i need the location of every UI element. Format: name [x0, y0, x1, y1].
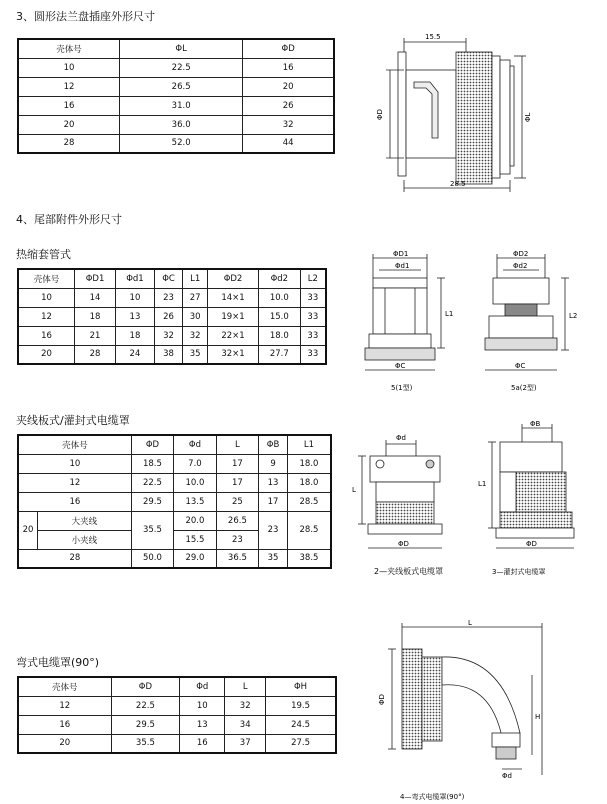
- cell: 18: [116, 326, 155, 345]
- cell: 29.5: [131, 492, 173, 511]
- dim-d-label: ΦD: [376, 109, 384, 120]
- cell: 12: [18, 473, 131, 492]
- cell: 20: [18, 734, 111, 753]
- dim-top-label: 15.5: [425, 33, 441, 41]
- cell: 32: [225, 696, 266, 715]
- cell: 18.0: [287, 454, 331, 473]
- table-row: [18, 734, 336, 753]
- cell: 13: [180, 715, 225, 734]
- label-d: Φd: [396, 434, 406, 442]
- label-d: ΦD: [378, 694, 386, 705]
- header-cell: ΦB: [259, 435, 288, 454]
- cell: 19×1: [208, 307, 259, 326]
- header-cell: ΦD: [131, 435, 173, 454]
- cell: 20: [243, 77, 334, 96]
- table-row: [18, 696, 336, 715]
- cell: 32: [154, 326, 183, 345]
- cell: 26: [243, 96, 334, 115]
- header-cell: ΦD2: [208, 269, 259, 288]
- caption-type2: 5a(2型): [511, 384, 537, 392]
- cell: 10: [18, 454, 131, 473]
- header-cell: ΦL: [120, 39, 243, 58]
- header-cell: L1: [183, 269, 208, 288]
- potting-drawing: [470, 418, 590, 582]
- cell: 33: [300, 345, 326, 364]
- cell: 32: [243, 115, 334, 134]
- table-header-row: [18, 677, 336, 696]
- cell: 16: [180, 734, 225, 753]
- caption-potting: 3—灌封式电缆罩: [492, 568, 546, 576]
- cell: 21: [75, 326, 116, 345]
- flange-socket-table: [17, 38, 335, 154]
- header-cell: ΦD: [243, 39, 334, 58]
- cell: 20: [18, 115, 120, 134]
- cell: 37: [225, 734, 266, 753]
- label-d2-lower: Φd2: [513, 262, 528, 270]
- cell: 10: [180, 696, 225, 715]
- cell: 13: [259, 473, 288, 492]
- label-big-d: ΦD: [526, 540, 537, 548]
- label-l1: L1: [445, 310, 454, 318]
- cell: 28: [18, 134, 120, 153]
- cell: 36.5: [216, 549, 258, 568]
- cell: 24: [116, 345, 155, 364]
- label-c: ΦC: [515, 362, 526, 370]
- table-row: [18, 77, 334, 96]
- header-cell: Φd1: [116, 269, 155, 288]
- cell: 33: [300, 288, 326, 307]
- heat-shrink-type1-drawing: [355, 248, 463, 398]
- label-l: L: [352, 486, 356, 494]
- cell: 27.7: [258, 345, 300, 364]
- cell: 20: [18, 345, 75, 364]
- cell: 29.0: [174, 549, 216, 568]
- label-d1-lower: Φd1: [395, 262, 410, 270]
- cell: 22.5: [111, 696, 180, 715]
- cell: 23: [154, 288, 183, 307]
- section3-title: 3、圆形法兰盘插座外形尺寸: [16, 10, 155, 23]
- table-row: [18, 715, 336, 734]
- cell: 16: [243, 58, 334, 77]
- cell: 13.5: [174, 492, 216, 511]
- dim-bottom-label: 28.5: [450, 180, 466, 188]
- cell: 29.5: [111, 715, 180, 734]
- cell: 33: [300, 326, 326, 345]
- cell: 16: [18, 96, 120, 115]
- cell: 28: [75, 345, 116, 364]
- cell: 20.0: [174, 511, 216, 530]
- cell: 18.0: [287, 473, 331, 492]
- cell: 10: [18, 288, 75, 307]
- table-header-row: [18, 269, 326, 288]
- cell: 大夹线: [38, 511, 132, 530]
- cell: 16: [18, 492, 131, 511]
- cell: 28.5: [287, 511, 331, 549]
- cell: 17: [259, 492, 288, 511]
- header-cell: 壳体号: [18, 269, 75, 288]
- cell: 12: [18, 696, 111, 715]
- cell: 12: [18, 77, 120, 96]
- label-big-d: ΦD: [398, 540, 409, 548]
- cell: 38: [154, 345, 183, 364]
- cell: 31.0: [120, 96, 243, 115]
- cell: 35.5: [131, 511, 173, 549]
- label-d1-upper: ΦD1: [393, 250, 409, 258]
- table-row: [18, 492, 331, 511]
- table-header-row: [18, 435, 331, 454]
- label-l: L: [468, 619, 472, 627]
- cell: 26: [154, 307, 183, 326]
- header-cell: L: [216, 435, 258, 454]
- cell: 7.0: [174, 454, 216, 473]
- cell: 27.5: [266, 734, 336, 753]
- cell: 28: [18, 549, 131, 568]
- header-cell: 壳体号: [18, 435, 131, 454]
- cell: 15.0: [258, 307, 300, 326]
- cell: 27: [183, 288, 208, 307]
- cell: 30: [183, 307, 208, 326]
- header-cell: Φd: [174, 435, 216, 454]
- label-l1: L1: [478, 480, 487, 488]
- label-b: ΦB: [530, 420, 541, 428]
- cell: 35: [183, 345, 208, 364]
- table-row: [18, 307, 326, 326]
- cell: 10: [116, 288, 155, 307]
- table-row: [18, 58, 334, 77]
- cell: 22.5: [120, 58, 243, 77]
- cell: 18.5: [131, 454, 173, 473]
- cell: 10.0: [174, 473, 216, 492]
- header-cell: ΦD1: [75, 269, 116, 288]
- cell: 28.5: [287, 492, 331, 511]
- cell: 38.5: [287, 549, 331, 568]
- header-cell: Φd2: [258, 269, 300, 288]
- table-row: [18, 345, 326, 364]
- cell: 50.0: [131, 549, 173, 568]
- elbow-drawing: [372, 615, 562, 803]
- table-row: [18, 134, 334, 153]
- cell: 32×1: [208, 345, 259, 364]
- cell: 9: [259, 454, 288, 473]
- elbow-table: [17, 676, 337, 754]
- table-row: [18, 96, 334, 115]
- clamp-table: [17, 434, 332, 569]
- cell: 26.5: [216, 511, 258, 530]
- cell: 17: [216, 473, 258, 492]
- label-h: H: [535, 713, 541, 721]
- cell: 19.5: [266, 696, 336, 715]
- cell: 10.0: [258, 288, 300, 307]
- cell: 35: [259, 549, 288, 568]
- cell: 25: [216, 492, 258, 511]
- cell: 17: [216, 454, 258, 473]
- heat-shrink-table: [17, 268, 327, 365]
- cell: 14×1: [208, 288, 259, 307]
- cell: 33: [300, 307, 326, 326]
- clamp-title: 夹线板式/灌封式电缆罩: [16, 414, 130, 427]
- cell: 23: [216, 530, 258, 549]
- header-cell: ΦD: [111, 677, 180, 696]
- cell: 16: [18, 715, 111, 734]
- header-cell: L1: [287, 435, 331, 454]
- cell: 10: [18, 58, 120, 77]
- header-cell: L: [225, 677, 266, 696]
- cell: 26.5: [120, 77, 243, 96]
- label-c: ΦC: [395, 362, 406, 370]
- cell: 13: [116, 307, 155, 326]
- header-cell: 壳体号: [18, 39, 120, 58]
- cell: 小夹线: [38, 530, 132, 549]
- section4-title: 4、尾部附件外形尺寸: [16, 213, 122, 226]
- cell: 16: [18, 326, 75, 345]
- table-row: [18, 511, 331, 530]
- table-row: [18, 115, 334, 134]
- elbow-title: 弯式电缆罩(90°): [16, 656, 100, 669]
- label-small-d: Φd: [502, 772, 512, 780]
- caption-clamp: 2—夹线板式电缆罩: [374, 567, 444, 576]
- cell: 22×1: [208, 326, 259, 345]
- label-l2: L2: [569, 312, 578, 320]
- label-d2-upper: ΦD2: [513, 250, 529, 258]
- header-cell: 壳体号: [18, 677, 111, 696]
- table-row: [18, 288, 326, 307]
- table-row: [18, 326, 326, 345]
- cell: 18: [75, 307, 116, 326]
- cell: 35.5: [111, 734, 180, 753]
- cell: 18.0: [258, 326, 300, 345]
- cell: 22.5: [131, 473, 173, 492]
- cell: 14: [75, 288, 116, 307]
- cell: 34: [225, 715, 266, 734]
- flange-socket-drawing: [370, 30, 550, 195]
- cell: 32: [183, 326, 208, 345]
- table-row: [18, 473, 331, 492]
- cell: 20: [18, 511, 38, 549]
- header-cell: L2: [300, 269, 326, 288]
- dim-l-label: ΦL: [524, 112, 532, 122]
- cell: 12: [18, 307, 75, 326]
- cell: 52.0: [120, 134, 243, 153]
- cell: 36.0: [120, 115, 243, 134]
- header-cell: ΦH: [266, 677, 336, 696]
- table-header-row: [18, 39, 334, 58]
- cell: 24.5: [266, 715, 336, 734]
- cell: 15.5: [174, 530, 216, 549]
- clamp-plate-drawing: [340, 422, 460, 582]
- caption-type1: 5(1型): [391, 384, 413, 392]
- heat-shrink-type2-drawing: [475, 248, 585, 398]
- cell: 44: [243, 134, 334, 153]
- cell: 23: [259, 511, 288, 549]
- heat-shrink-title: 热缩套管式: [16, 248, 71, 261]
- header-cell: Φd: [180, 677, 225, 696]
- caption-elbow: 4—弯式电缆罩(90°): [400, 793, 465, 801]
- table-row: [18, 549, 331, 568]
- table-row: [18, 454, 331, 473]
- header-cell: ΦC: [154, 269, 183, 288]
